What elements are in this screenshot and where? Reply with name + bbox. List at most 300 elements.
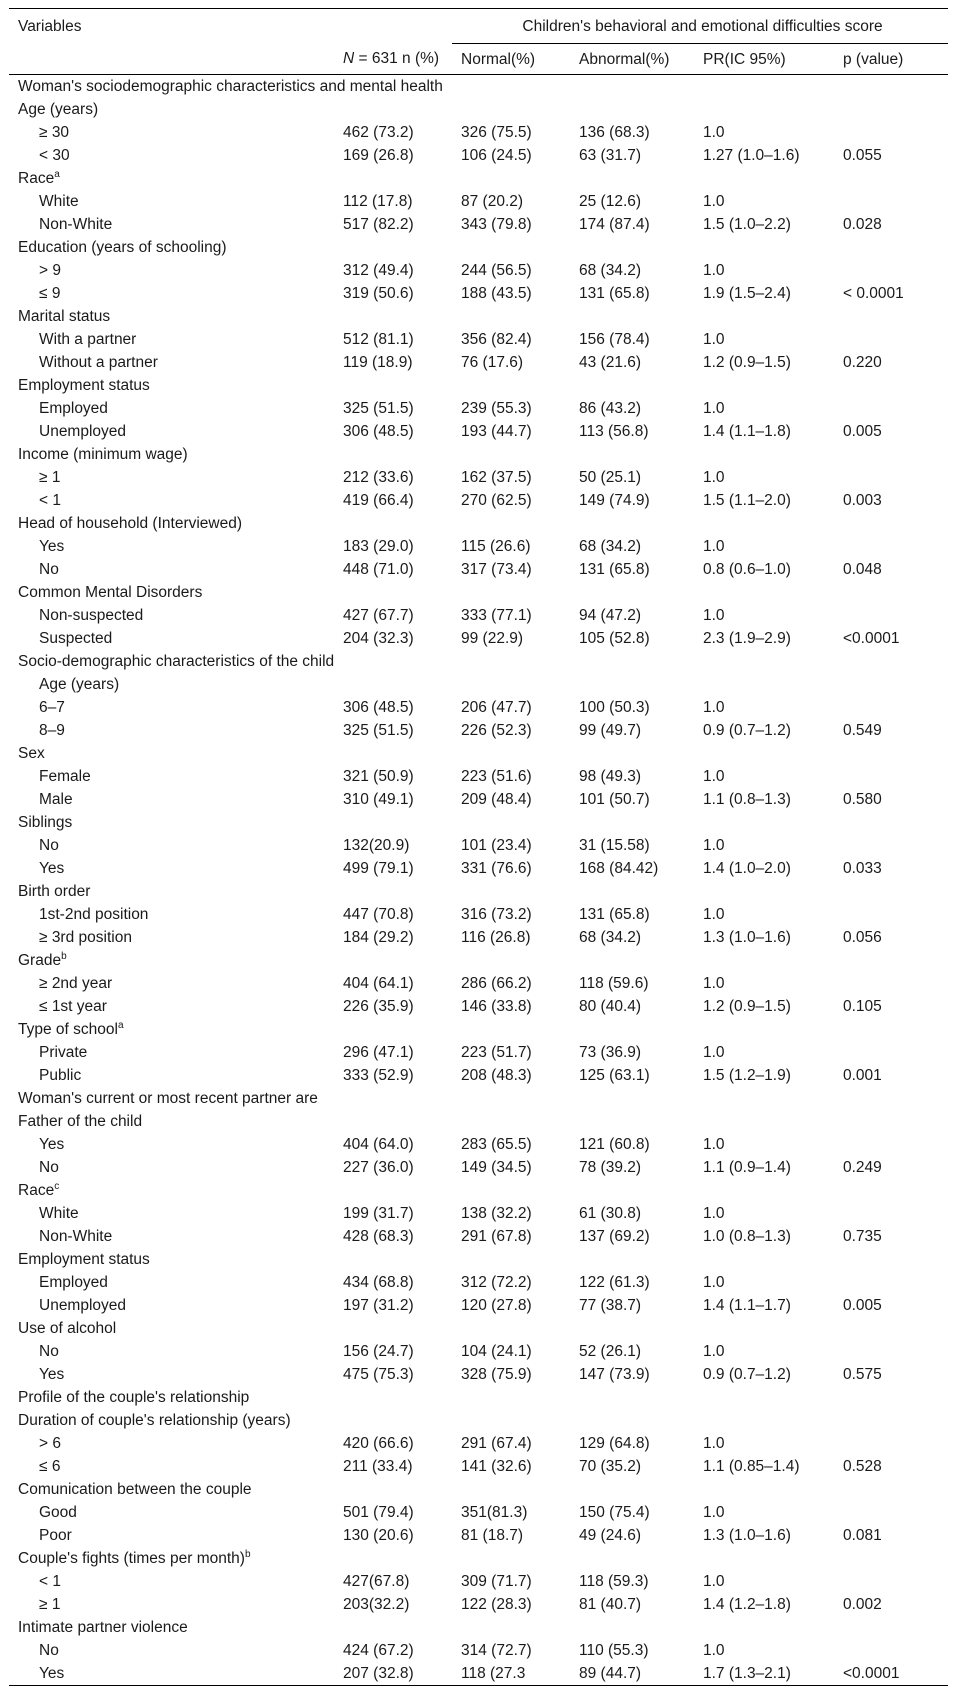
cell-abnormal: 78 (39.2)	[579, 1159, 642, 1176]
cell-p: 0.575	[843, 1366, 882, 1383]
table-row	[9, 328, 948, 351]
footnote-marker: a	[54, 168, 60, 180]
table-row	[9, 558, 948, 581]
cell-p	[834, 328, 948, 351]
cell-pr: 1.0	[703, 1504, 725, 1521]
row-label: No	[39, 561, 59, 578]
table-row-group	[9, 581, 948, 604]
cell-abnormal: 101 (50.7)	[579, 791, 650, 808]
row-heading	[9, 167, 948, 190]
cell-n: 333 (52.9)	[343, 1067, 414, 1084]
cell-n: 119 (18.9)	[343, 354, 413, 371]
table-row-group	[9, 880, 948, 903]
cell-abnormal: 77 (38.7)	[579, 1297, 642, 1314]
cell-p: 0.735	[843, 1228, 882, 1245]
row-label: Without a partner	[39, 354, 158, 371]
table-row-subgroup	[9, 673, 948, 696]
row-heading-text: Siblings	[18, 814, 73, 831]
cell-pr: 1.5 (1.2–1.9)	[703, 1067, 791, 1084]
cell-normal: 270 (62.5)	[461, 492, 532, 509]
cell-n: 517 (82.2)	[343, 216, 414, 233]
row-heading	[9, 443, 948, 466]
table-row	[9, 1225, 948, 1248]
row-heading	[9, 1409, 948, 1432]
cell-n: 325 (51.5)	[343, 400, 414, 417]
row-label: Good	[39, 1504, 77, 1521]
cell-normal: 239 (55.3)	[461, 400, 532, 417]
table-row-section	[9, 1386, 948, 1409]
table-row-section	[9, 75, 948, 99]
cell-n: 325 (51.5)	[343, 722, 414, 739]
cell-pr: 1.1 (0.8–1.3)	[703, 791, 791, 808]
row-label: < 30	[39, 147, 70, 164]
cell-normal: 146 (33.8)	[461, 998, 532, 1015]
cell-n: 112 (17.8)	[343, 193, 413, 210]
cell-abnormal: 137 (69.2)	[579, 1228, 650, 1245]
cell-normal: 87 (20.2)	[461, 193, 524, 210]
row-heading-text: Race	[18, 1182, 55, 1199]
row-heading-text: Birth order	[18, 883, 91, 900]
row-heading-text: Father of the child	[18, 1113, 143, 1130]
table-row	[9, 1455, 948, 1478]
header-pr: PR(IC 95%)	[694, 44, 834, 75]
row-heading	[9, 880, 948, 903]
row-heading	[9, 1018, 948, 1041]
cell-n: 306 (48.5)	[343, 699, 414, 716]
cell-pr: 1.0	[703, 837, 725, 854]
row-heading-text: Employment status	[18, 1251, 150, 1268]
cell-p: 0.549	[843, 722, 882, 739]
cell-normal: 223 (51.7)	[461, 1044, 532, 1061]
row-label: ≥ 30	[39, 124, 70, 141]
cell-n: 130 (20.6)	[343, 1527, 414, 1544]
cell-n: 475 (75.3)	[343, 1366, 414, 1383]
cell-p: 0.028	[843, 216, 882, 233]
cell-normal: 291 (67.4)	[461, 1435, 532, 1452]
footnote-marker: b	[61, 950, 67, 962]
cell-pr: 1.0	[703, 607, 725, 624]
table-row	[9, 535, 948, 558]
cell-normal: 101 (23.4)	[461, 837, 532, 854]
cell-p: 0.055	[843, 147, 882, 164]
row-heading-text: Race	[18, 170, 55, 187]
cell-p	[834, 190, 948, 213]
row-heading	[9, 1386, 948, 1409]
cell-pr: 1.3 (1.0–1.6)	[703, 1527, 791, 1544]
cell-abnormal: 156 (78.4)	[579, 331, 650, 348]
cell-n: 211 (33.4)	[343, 1458, 413, 1475]
row-label: ≤ 1st year	[39, 998, 107, 1015]
cell-abnormal: 129 (64.8)	[579, 1435, 650, 1452]
cell-abnormal: 52 (26.1)	[579, 1343, 642, 1360]
row-heading-text: Type of school	[18, 1021, 118, 1038]
cell-abnormal: 89 (44.7)	[570, 1662, 694, 1686]
cell-p	[834, 1639, 948, 1662]
cell-abnormal: 73 (36.9)	[579, 1044, 642, 1061]
cell-n: 207 (32.8)	[334, 1662, 452, 1686]
table-row-group	[9, 811, 948, 834]
cell-abnormal: 31 (15.58)	[579, 837, 650, 854]
cell-p	[834, 1501, 948, 1524]
cell-pr: 1.9 (1.5–2.4)	[703, 285, 791, 302]
cell-normal: 312 (72.2)	[461, 1274, 532, 1291]
cell-p: <0.0001	[843, 630, 900, 647]
cell-normal: 120 (27.8)	[461, 1297, 532, 1314]
cell-n: 434 (68.8)	[343, 1274, 414, 1291]
cell-n: 501 (79.4)	[343, 1504, 414, 1521]
row-heading-text: Grade	[18, 952, 62, 969]
cell-normal: 326 (75.5)	[461, 124, 532, 141]
table-row	[9, 1432, 948, 1455]
cell-pr: 0.9 (0.7–1.2)	[703, 722, 791, 739]
row-label: No	[39, 1642, 59, 1659]
row-heading	[9, 581, 948, 604]
cell-p	[834, 466, 948, 489]
cell-n: 462 (73.2)	[343, 124, 414, 141]
cell-n: 306 (48.5)	[343, 423, 414, 440]
row-label: Unemployed	[39, 423, 127, 440]
row-label: < 1	[39, 1573, 61, 1590]
row-heading-text: Sex	[18, 745, 45, 762]
cell-pr: 0.8 (0.6–1.0)	[703, 561, 791, 578]
cell-n: 204 (32.3)	[343, 630, 414, 647]
row-heading	[9, 949, 948, 972]
cell-p	[834, 259, 948, 282]
row-heading	[9, 1179, 948, 1202]
table-row	[9, 351, 948, 374]
row-heading	[9, 811, 948, 834]
row-label: Employed	[39, 400, 108, 417]
footnote-marker: a	[117, 1019, 124, 1031]
cell-p: 0.048	[843, 561, 882, 578]
table-row-group	[9, 1409, 948, 1432]
cell-normal: 99 (22.9)	[461, 630, 524, 647]
cell-normal: 81 (18.7)	[461, 1527, 524, 1544]
table-row-group	[9, 1317, 948, 1340]
cell-pr: 1.5 (1.0–2.2)	[703, 216, 791, 233]
cell-pr: 1.0	[703, 1435, 725, 1452]
table-row	[9, 1202, 948, 1225]
cell-pr: 1.7 (1.3–2.1)	[694, 1662, 834, 1686]
cell-normal: 104 (24.1)	[461, 1343, 532, 1360]
row-label: ≥ 3rd position	[39, 929, 132, 946]
row-label: ≥ 2nd year	[39, 975, 113, 992]
cell-abnormal: 43 (21.6)	[579, 354, 642, 371]
table-row	[9, 144, 948, 167]
cell-p	[834, 1133, 948, 1156]
row-label: Public	[39, 1067, 82, 1084]
table-row-group	[9, 1616, 948, 1639]
cell-abnormal: 113 (56.8)	[579, 423, 649, 440]
cell-n: 203(32.2)	[343, 1596, 410, 1613]
table-row	[9, 857, 948, 880]
cell-p: 0.001	[843, 1067, 882, 1084]
row-label: Male	[39, 791, 73, 808]
row-heading-text: Couple's fights (times per month)	[18, 1550, 245, 1567]
header-row-1	[9, 9, 948, 44]
table-row-group	[9, 949, 948, 972]
cell-pr: 1.1 (0.9–1.4)	[703, 1159, 791, 1176]
table-row-group	[9, 1018, 948, 1041]
row-label: ≥ 1	[39, 1596, 61, 1613]
table-row	[9, 834, 948, 857]
cell-n: 419 (66.4)	[343, 492, 414, 509]
cell-n: 156 (24.7)	[343, 1343, 414, 1360]
row-label: ≤ 9	[39, 285, 61, 302]
cell-pr: 1.3 (1.0–1.6)	[703, 929, 791, 946]
cell-pr: 1.0 (0.8–1.3)	[703, 1228, 791, 1245]
row-label: Yes	[9, 1662, 334, 1686]
header-normal: Normal(%)	[452, 44, 570, 75]
row-heading-text: Head of household (Interviewed)	[18, 515, 243, 532]
row-heading-text: Age (years)	[18, 101, 99, 118]
cell-normal: 331 (76.6)	[461, 860, 532, 877]
row-label: Private	[39, 1044, 88, 1061]
cell-n: 499 (79.1)	[343, 860, 414, 877]
cell-pr: 1.0	[703, 699, 725, 716]
row-heading-text: Intimate partner violence	[18, 1619, 188, 1636]
table-row-group	[9, 374, 948, 397]
table-row	[9, 1593, 948, 1616]
cell-normal: 116 (26.8)	[461, 929, 531, 946]
cell-pr: 1.0	[703, 768, 725, 785]
row-label: Yes	[39, 1136, 65, 1153]
row-label: Employed	[39, 1274, 108, 1291]
table-row	[9, 926, 948, 949]
cell-p: 0.002	[843, 1596, 882, 1613]
cell-normal: 356 (82.4)	[461, 331, 532, 348]
cell-p: 0.528	[843, 1458, 882, 1475]
table-row	[9, 1662, 948, 1686]
table-container	[9, 8, 948, 1686]
cell-n: 197 (31.2)	[343, 1297, 414, 1314]
cell-p: 0.005	[843, 423, 882, 440]
cell-n: 424 (67.2)	[343, 1642, 414, 1659]
cell-pr: 1.0	[703, 1573, 725, 1590]
cell-pr: 1.27 (1.0–1.6)	[703, 147, 800, 164]
row-heading	[9, 236, 948, 259]
cell-pr: 1.0	[703, 400, 725, 417]
cell-abnormal: 174 (87.4)	[579, 216, 650, 233]
cell-abnormal: 105 (52.8)	[579, 630, 650, 647]
header-score-group: Children's behavioral and emotional difficulties score	[452, 9, 948, 44]
table-row	[9, 1340, 948, 1363]
row-label: 6–7	[39, 699, 65, 716]
cell-n: 420 (66.6)	[343, 1435, 414, 1452]
table-row	[9, 1294, 948, 1317]
cell-pr: 1.1 (0.85–1.4)	[703, 1458, 800, 1475]
row-heading-text: Duration of couple's relationship (years)	[18, 1412, 291, 1429]
cell-pr: 1.0	[703, 124, 725, 141]
table-row-group	[9, 1478, 948, 1501]
header-blank	[334, 9, 452, 44]
table-row	[9, 1524, 948, 1547]
table-row-group	[9, 1110, 948, 1133]
table-row-group	[9, 167, 948, 190]
cell-n: 321 (50.9)	[343, 768, 414, 785]
row-heading	[9, 1317, 948, 1340]
table-row	[9, 282, 948, 305]
table-row-section	[9, 1087, 948, 1110]
row-heading-text: Comunication between the couple	[18, 1481, 252, 1498]
row-heading-text: Socio-demographic characteristics of the child	[18, 653, 335, 670]
cell-abnormal: 150 (75.4)	[579, 1504, 650, 1521]
table-row	[9, 1271, 948, 1294]
table-row	[9, 121, 948, 144]
cell-pr: 1.0	[703, 1205, 725, 1222]
row-label: 8–9	[39, 722, 65, 739]
cell-pr: 1.0	[703, 262, 725, 279]
row-heading	[9, 1110, 948, 1133]
cell-pr: 1.0	[703, 1044, 725, 1061]
cell-normal: 208 (48.3)	[461, 1067, 532, 1084]
row-label: > 9	[39, 262, 61, 279]
cell-pr: 1.4 (1.1–1.7)	[703, 1297, 791, 1314]
cell-normal: 149 (34.5)	[461, 1159, 532, 1176]
cell-abnormal: 118 (59.3)	[579, 1573, 649, 1590]
cell-normal: 226 (52.3)	[461, 722, 532, 739]
cell-normal: 141 (32.6)	[461, 1458, 532, 1475]
cell-pr: 0.9 (0.7–1.2)	[703, 1366, 791, 1383]
table-row	[9, 604, 948, 627]
cell-abnormal: 50 (25.1)	[579, 469, 642, 486]
cell-normal: 223 (51.6)	[461, 768, 532, 785]
cell-normal: 283 (65.5)	[461, 1136, 532, 1153]
row-label: No	[39, 1159, 59, 1176]
row-label: Non-suspected	[39, 607, 144, 624]
row-heading	[9, 75, 948, 99]
row-label: Poor	[39, 1527, 72, 1544]
header-blank-2	[9, 44, 334, 75]
row-heading-text: Profile of the couple's relationship	[18, 1389, 250, 1406]
row-heading	[9, 512, 948, 535]
table-row-group	[9, 98, 948, 121]
cell-n: 183 (29.0)	[343, 538, 414, 555]
cell-n: 512 (81.1)	[343, 331, 414, 348]
table-row	[9, 489, 948, 512]
cell-p	[834, 696, 948, 719]
cell-normal: 188 (43.5)	[461, 285, 532, 302]
row-label: < 1	[39, 492, 61, 509]
cell-n: 427 (67.7)	[343, 607, 414, 624]
table-row	[9, 627, 948, 650]
cell-n: 226 (35.9)	[343, 998, 414, 1015]
cell-p	[834, 1432, 948, 1455]
cell-abnormal: 125 (63.1)	[579, 1067, 650, 1084]
row-heading-text: Age (years)	[39, 676, 120, 693]
cell-p: 0.220	[843, 354, 882, 371]
cell-n: 184 (29.2)	[343, 929, 414, 946]
cell-pr: 1.0	[703, 975, 725, 992]
cell-n: 312 (49.4)	[343, 262, 414, 279]
cell-p	[834, 1041, 948, 1064]
table-row	[9, 190, 948, 213]
table-row	[9, 1064, 948, 1087]
cell-n: 310 (49.1)	[343, 791, 414, 808]
cell-n: 448 (71.0)	[343, 561, 414, 578]
cell-normal: 286 (66.2)	[461, 975, 532, 992]
cell-normal: 193 (44.7)	[461, 423, 532, 440]
table-row	[9, 765, 948, 788]
row-label: No	[39, 1343, 59, 1360]
cell-pr: 2.3 (1.9–2.9)	[703, 630, 791, 647]
row-label: White	[39, 193, 79, 210]
cell-pr: 1.0	[703, 1343, 725, 1360]
cell-normal: 317 (73.4)	[461, 561, 532, 578]
cell-pr: 1.0	[703, 906, 725, 923]
cell-n: 212 (33.6)	[343, 469, 414, 486]
cell-abnormal: 110 (55.3)	[579, 1642, 649, 1659]
table-row	[9, 1639, 948, 1662]
cell-pr: 1.4 (1.2–1.8)	[703, 1596, 791, 1613]
table-row-group	[9, 236, 948, 259]
table-row	[9, 397, 948, 420]
table-row	[9, 1041, 948, 1064]
cell-p	[834, 972, 948, 995]
cell-p	[834, 1340, 948, 1363]
cell-p: 0.003	[843, 492, 882, 509]
cell-pr: 1.0	[703, 538, 725, 555]
row-heading-text: Common Mental Disorders	[18, 584, 203, 601]
cell-p: 0.081	[843, 1527, 882, 1544]
cell-normal: 118 (27.3	[452, 1662, 570, 1686]
cell-p	[834, 1271, 948, 1294]
header-n-italic: N	[343, 50, 355, 68]
footnote-marker: b	[244, 1548, 251, 1560]
cell-normal: 314 (72.7)	[461, 1642, 532, 1659]
row-label: No	[39, 837, 59, 854]
table-row	[9, 466, 948, 489]
table-row-group	[9, 742, 948, 765]
row-heading-text: Woman's sociodemographic characteristics and mental health	[18, 78, 443, 95]
table-row-group	[9, 1547, 948, 1570]
row-heading-text: Marital status	[18, 308, 111, 325]
cell-n: 427(67.8)	[343, 1573, 410, 1590]
table-row-group	[9, 443, 948, 466]
cell-p	[834, 903, 948, 926]
cell-p: <0.0001	[834, 1662, 948, 1686]
cell-normal: 122 (28.3)	[461, 1596, 532, 1613]
cell-normal: 343 (79.8)	[461, 216, 532, 233]
table-row	[9, 995, 948, 1018]
cell-pr: 1.0	[703, 469, 725, 486]
cell-normal: 209 (48.4)	[461, 791, 532, 808]
row-heading	[9, 305, 948, 328]
cell-n: 227 (36.0)	[343, 1159, 414, 1176]
cell-abnormal: 81 (40.7)	[579, 1596, 642, 1613]
cell-pr: 1.0	[703, 1274, 725, 1291]
table-row	[9, 259, 948, 282]
cell-p: 0.249	[843, 1159, 882, 1176]
cell-abnormal: 80 (40.4)	[579, 998, 642, 1015]
table-row	[9, 788, 948, 811]
table-row	[9, 420, 948, 443]
cell-abnormal: 122 (61.3)	[579, 1274, 650, 1291]
row-heading-text: Education (years of schooling)	[18, 239, 227, 256]
cell-pr: 1.0	[703, 331, 725, 348]
cell-abnormal: 147 (73.9)	[579, 1366, 650, 1383]
cell-pr: 1.4 (1.0–2.0)	[703, 860, 791, 877]
cell-p: 0.580	[843, 791, 882, 808]
cell-p	[834, 1570, 948, 1593]
header-row-2	[9, 44, 948, 75]
cell-abnormal: 99 (49.7)	[579, 722, 642, 739]
cell-abnormal: 131 (65.8)	[579, 906, 650, 923]
table-row	[9, 1570, 948, 1593]
row-heading	[9, 374, 948, 397]
table-row	[9, 903, 948, 926]
header-abnormal: Abnormal(%)	[570, 44, 694, 75]
